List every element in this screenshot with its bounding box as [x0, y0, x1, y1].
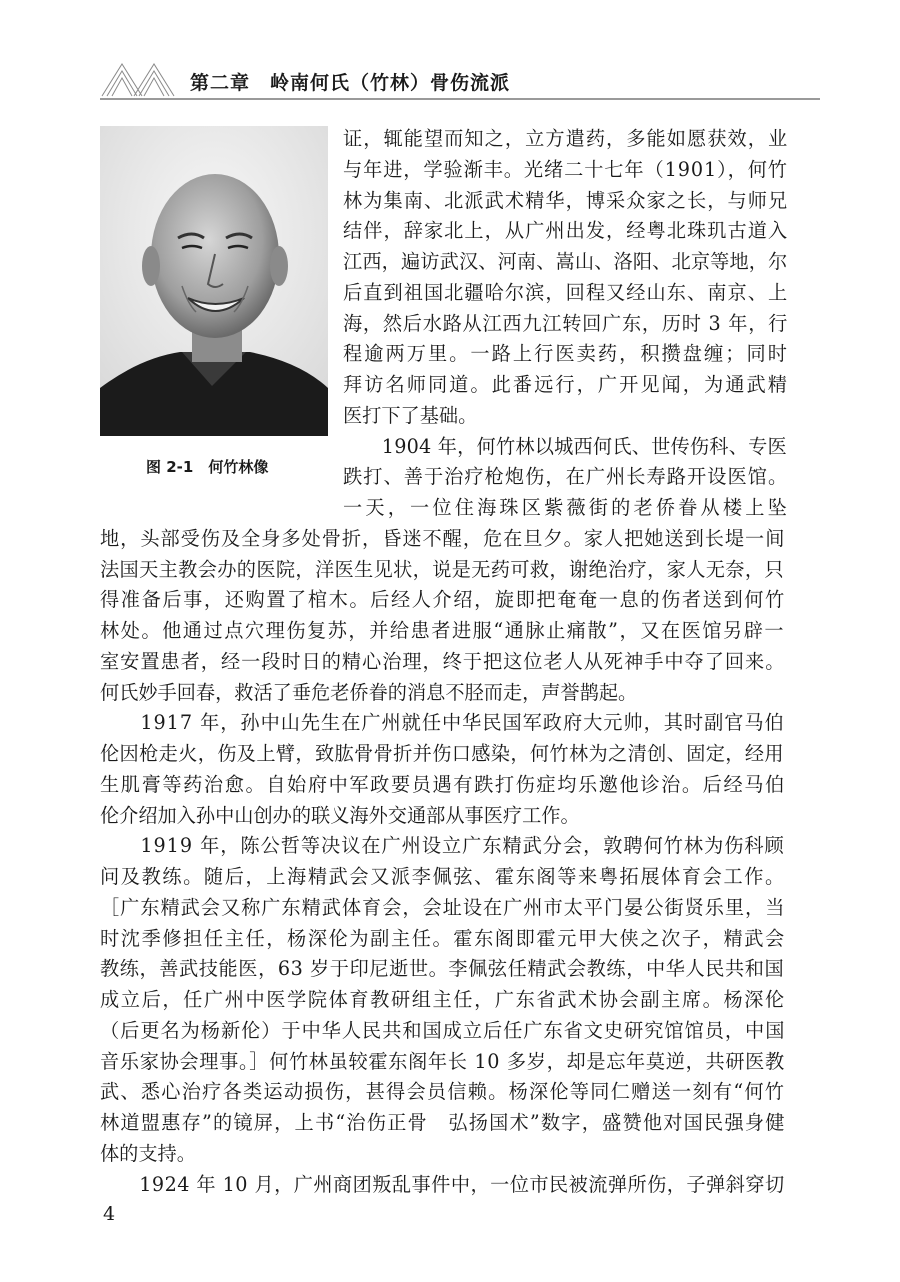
text-line: ［广东精武会又称广东精武体育会，会址设在广州市太平门晏公街贤乐里，当	[100, 895, 786, 919]
text-line: 1904 年，何竹林以城西何氏、世传伤科、专医	[343, 434, 787, 458]
text-line: 海，然后水路从江西九江转回广东，历时 3 年，行	[343, 311, 789, 335]
text-line: 医打下了基础。	[343, 403, 478, 427]
text-line: 生肌膏等药治愈。自始府中军政要员遇有跌打伤症均乐邀他诊治。后经马伯	[100, 772, 786, 796]
text-line: 何氏妙手回春，救活了垂危老侨眷的消息不胫而走，声誉鹊起。	[100, 680, 638, 704]
chapter-title: 第二章 岭南何氏（竹林）骨伤流派	[190, 72, 511, 94]
portrait-figure	[100, 126, 328, 436]
figure-caption: 图 2-1 何竹林像	[146, 458, 269, 476]
text-line: 伦介绍加入孙中山创办的联义海外交通部从事医疗工作。	[100, 803, 580, 827]
text-line: 林为集南、北派武术精华，博采众家之长，与师兄	[343, 188, 789, 212]
text-line: 体的支持。	[100, 1141, 196, 1165]
header-rule	[100, 98, 820, 100]
text-line: 成立后，任广州中医学院体育教研组主任，广东省武术协会副主席。杨深伦	[100, 988, 786, 1011]
portrait-photo	[100, 126, 328, 436]
text-line: 林处。他通过点穴理伤复苏，并给患者进服“通脉止痛散”，又在医馆另辟一	[100, 619, 786, 642]
text-line: 江西，遍访武汉、河南、嵩山、洛阳、北京等地，尔	[343, 250, 788, 273]
text-line: 伦因枪走火，伤及上臂，致肱骨骨折并伤口感染，何竹林为之清创、固定，经用	[100, 742, 784, 765]
text-line: 程逾两万里。一路上行医卖药，积攒盘缠；同时	[343, 342, 789, 366]
text-line: 后直到祖国北疆哈尔滨，回程又经山东、南京、上	[343, 280, 789, 304]
text-line: 问及教练。随后，上海精武会又派李佩弦、霍东阁等来粤拓展体育会工作。	[100, 865, 786, 888]
text-line: 结伴，辞家北上，从广州出发，经粤北珠玑古道入	[343, 219, 789, 243]
text-line: 林道盟惠存”的镜屏，上书“治伤正骨 弘扬国术”数字，盛赞他对国民强身健	[100, 1111, 786, 1134]
text-line: 地，头部受伤及全身多处骨折，昏迷不醒，危在旦夕。家人把她送到长堤一间	[100, 526, 786, 550]
text-line: 拜访名师同道。此番远行，广开见闻，为通武精	[343, 373, 789, 396]
running-header	[100, 58, 820, 102]
mountain-logo-icon	[100, 58, 180, 98]
text-line: 音乐家协会理事。］何竹林虽较霍东阁年长 10 多岁，却是忘年莫逆，共研医教	[100, 1049, 785, 1073]
text-line: 1924 年 10 月，广州商团叛乱事件中，一位市民被流弹所伤，子弹斜穿切	[100, 1172, 785, 1196]
text-line: 跌打、善于治疗枪炮伤，在广州长寿路开设医馆。	[343, 465, 789, 489]
text-line: 与年进，学验渐丰。光绪二十七年（1901），何竹	[343, 157, 788, 181]
page-number: 4	[103, 1203, 116, 1225]
text-line: 一天，一位住海珠区紫薇街的老侨眷从楼上坠	[343, 496, 790, 519]
text-line: （后更名为杨新伦）于中华人民共和国成立后任广东省文史研究馆馆员，中国	[100, 1018, 786, 1042]
text-line: 1917 年，孙中山先生在广州就任中华民国军政府大元帅，其时副官马伯	[100, 711, 785, 735]
text-line: 证，辄能望而知之，立方遣药，多能如愿获效，业	[343, 127, 789, 150]
text-line: 1919 年，陈公哲等决议在广州设立广东精武分会，敦聘何竹林为伤科顾	[100, 834, 785, 858]
text-line: 时沈季修担任主任，杨深伦为副主任。霍东阁即霍元甲大侠之次子，精武会	[100, 926, 786, 950]
text-line: 得准备后事，还购置了棺木。后经人介绍，旋即把奄奄一息的伤者送到何竹	[100, 588, 786, 612]
text-line: 武、悉心治疗各类运动损伤，甚得会员信赖。杨深伦等同仁赠送一刻有“何竹	[100, 1080, 786, 1104]
text-line: 法国天主教会办的医院，洋医生见状，说是无药可救，谢绝治疗，家人无奈，只	[100, 557, 784, 581]
text-line: 室安置患者，经一段时日的精心治理，终于把这位老人从死神手中夺了回来。	[100, 649, 786, 673]
text-line: 教练，善武技能医，63 岁于印尼逝世。李佩弦任精武会教练，中华人民共和国	[100, 957, 785, 981]
